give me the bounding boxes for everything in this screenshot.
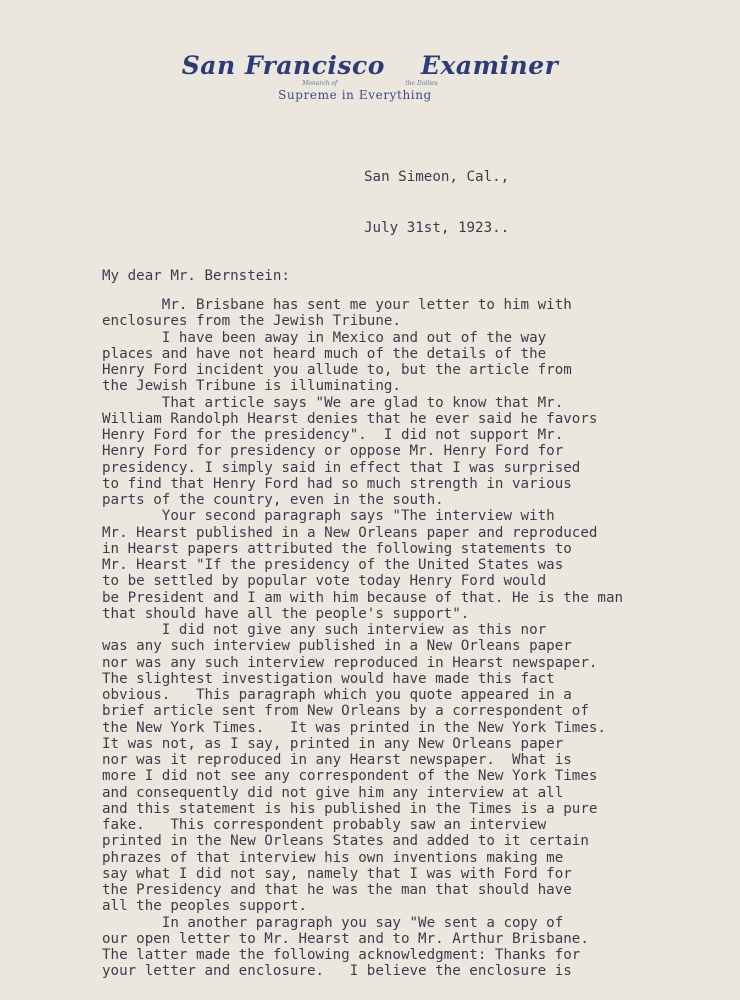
body-line: to find that Henry Ford had so much strength in various (102, 475, 572, 492)
body-line: all the peoples support. (102, 898, 307, 915)
body-line: to be settled by popular vote today Henry Ford would (102, 573, 547, 590)
body-line: more I did not see any correspondent of the New York Times (102, 768, 598, 785)
letterhead-title-right: Examiner (420, 51, 559, 80)
body-line: The latter made the following acknowledgment: Thanks for (102, 947, 581, 963)
body-line: printed in the New Orleans States and added to it certain (102, 833, 589, 850)
body-line: the Presidency and that he was the man that should have (102, 882, 572, 898)
body-line: Mr. Hearst published in a New Orleans paper and reproduced (102, 524, 598, 541)
body-line: your letter and enclosure. I believe the enclosure is (102, 963, 572, 980)
letterhead-title (182, 52, 559, 80)
body-line: fake. This correspondent probably saw an interview (102, 817, 547, 833)
body-line: presidency. I simply said in effect that I was surprised (102, 459, 581, 476)
body-line: In another paragraph you say "We sent a copy of (102, 914, 564, 931)
motto-left: Monarch of (302, 80, 338, 87)
body-line: Henry Ford for presidency or oppose Mr. Henry Ford for (102, 443, 564, 460)
letter-body (102, 297, 623, 980)
letterhead (0, 52, 740, 103)
dateline (364, 137, 509, 271)
body-line: nor was it reproduced in any Hearst newspaper. What is (102, 752, 572, 768)
body-line: Henry Ford for the presidency". I did not support Mr. (102, 427, 564, 443)
body-line: Mr. Hearst "If the presidency of the United States was (102, 557, 564, 573)
body-line: places and have not heard much of the details of the (102, 345, 547, 362)
body-line: in Hearst papers attributed the following statements to (102, 540, 572, 557)
body-line: The slightest investigation would have made this fact (102, 670, 555, 687)
body-line: enclosures from the Jewish Tribune. (102, 313, 401, 330)
body-line: the New York Times. It was printed in the New York Times. (102, 719, 606, 736)
body-line: and consequently did not give him any interview at all (102, 784, 564, 801)
body-line: Henry Ford incident you allude to, but the article from (102, 362, 572, 378)
salutation: My dear Mr. Bernstein: (102, 268, 290, 284)
body-line: That article says "We are glad to know that Mr. (102, 394, 564, 411)
dateline-date: July 31st, 1923.. (364, 220, 510, 236)
body-line: and this statement is his published in the Times is a pure (102, 800, 598, 817)
letterhead-mottos (0, 80, 740, 88)
body-line: be President and I am with him because of that. He is the man (102, 589, 624, 606)
body-line: say what I did not say, namely that I was with Ford for (102, 865, 572, 882)
body-line: Mr. Brisbane has sent me your letter to him with (102, 297, 572, 313)
body-line: that should have all the people's support". (102, 605, 470, 622)
letterhead-slogan: Supreme in Everything (278, 88, 432, 102)
body-line: It was not, as I say, printed in any New Orleans paper (102, 735, 564, 752)
body-line: Your second paragraph says "The interview with (102, 508, 555, 525)
dateline-place: San Simeon, Cal., (364, 169, 510, 185)
body-line: was any such interview published in a New Orleans paper (102, 638, 572, 655)
body-line: I did not give any such interview as this nor (102, 622, 547, 638)
body-line: the Jewish Tribune is illuminating. (102, 378, 401, 395)
body-line: William Randolph Hearst denies that he ever said he favors (102, 410, 598, 427)
letterhead-title-left: San Francisco (181, 51, 385, 80)
body-line: nor was any such interview reproduced in Hearst newspaper. (102, 654, 598, 671)
body-line: parts of the country, even in the south. (102, 492, 444, 508)
body-line: brief article sent from New Orleans by a correspondent of (102, 703, 589, 720)
body-line: I have been away in Mexico and out of the way (102, 329, 547, 346)
body-line: obvious. This paragraph which you quote appeared in a (102, 687, 572, 703)
body-line: our open letter to Mr. Hearst and to Mr. Arthur Brisbane. (102, 930, 589, 947)
motto-right: the Dailies (405, 80, 438, 87)
body-line: phrazes of that interview his own inventions making me (102, 849, 564, 866)
